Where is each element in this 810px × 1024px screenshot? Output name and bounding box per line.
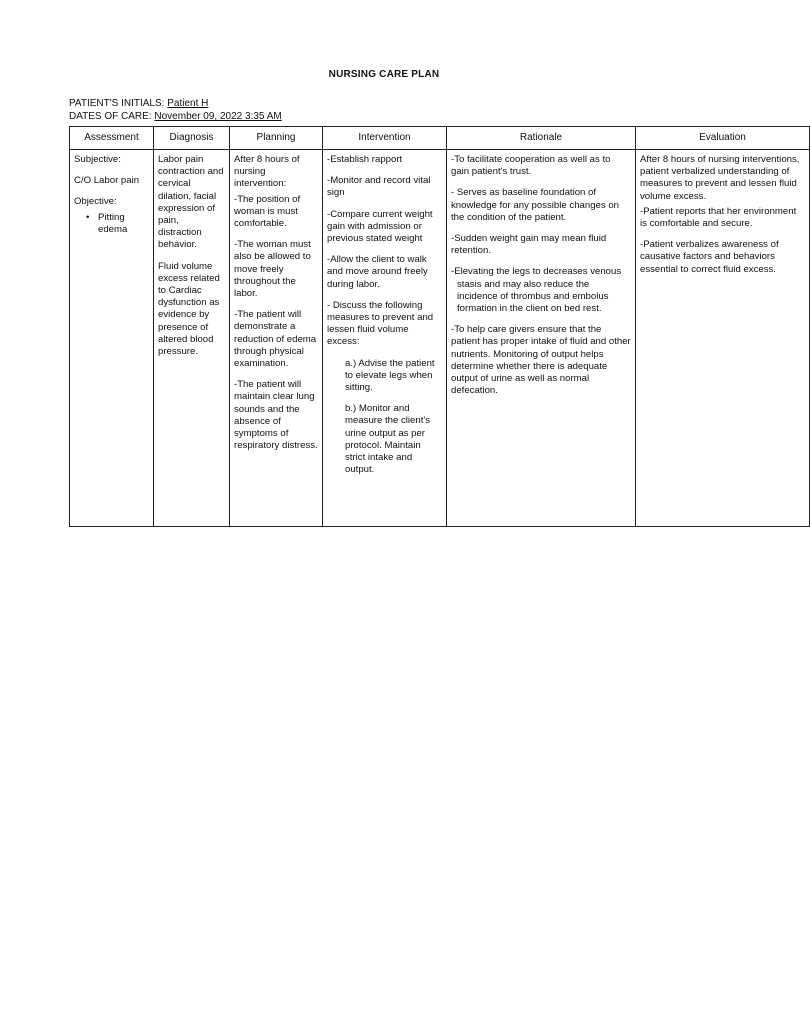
diagnosis-cell — [154, 150, 230, 527]
planning-text-2: -The position of woman is must comfortable. — [234, 193, 301, 230]
dates-of-care-line — [69, 111, 282, 122]
diagnosis-text-1: Labor pain contraction and cervical dilation, facial expression of pain, distraction behavior. — [158, 154, 224, 251]
subjective-label: Subjective: — [74, 154, 121, 165]
patient-initials-label: PATIENT'S INITIALS: — [69, 98, 165, 109]
planning-text-1: After 8 hours of nursing intervention: — [234, 154, 300, 190]
table-header-row — [70, 127, 810, 150]
subjective-text: C/O Labor pain — [74, 175, 140, 187]
header-diagnosis: Diagnosis — [154, 127, 230, 150]
header-planning: Planning — [230, 127, 323, 150]
intervention-cell — [323, 150, 447, 527]
header-rationale: Rationale — [447, 127, 636, 150]
header-evaluation: Evaluation — [636, 127, 810, 150]
evaluation-text-2: -Patient reports that her environment is comfortable and secure. — [640, 205, 797, 230]
intervention-text-3: -Compare current weight gain with admission or previous stated weight — [327, 208, 433, 245]
objective-label: Objective: — [74, 196, 117, 208]
page-title: NURSING CARE PLAN — [328, 69, 440, 80]
objective-item — [86, 212, 149, 236]
diagnosis-text-2: Fluid volume excess related to Cardiac dysfunction as evidence by presence of altered blood pressure. — [158, 260, 220, 358]
patient-initials-line — [69, 98, 208, 109]
planning-text-5: -The patient will maintain clear lung sounds and the absence of symptoms of respiratory distress. — [234, 379, 318, 452]
intervention-text-1: -Establish rapport — [327, 154, 403, 165]
rationale-text-1: -To facilitate cooperation as well as to gain patient's trust. — [451, 154, 611, 178]
evaluation-text-3: -Patient verbalizes awareness of causative factors and behaviors essential to correct fluid excess. — [640, 239, 779, 275]
dates-of-care-label: DATES OF CARE: — [69, 111, 152, 122]
assessment-cell — [70, 150, 154, 527]
planning-cell — [230, 150, 323, 527]
planning-text-4: -The patient will demonstrate a reduction of edema through physical examination. — [234, 309, 317, 370]
intervention-text-4: -Allow the client to walk and move around freely during labor. — [327, 254, 428, 290]
rationale-text-5: -To help care givers ensure that the patient has proper intake of fluid and other nutrients. Monitoring of output helps determine whether there is adequate output of urine as well as normal defecation. — [451, 324, 631, 397]
header-assessment: Assessment — [70, 127, 154, 150]
intervention-sub-b: b.) Monitor and measure the client's urine output as per protocol. Maintain strict intake and output. — [345, 403, 431, 476]
patient-initials-value: Patient H — [167, 98, 209, 109]
dates-of-care-value: November 09, 2022 3:35 AM — [154, 111, 282, 122]
objective-item-text: Pitting edema — [98, 211, 128, 235]
bullet-icon: • — [86, 211, 90, 223]
intervention-text-5: - Discuss the following measures to prevent and lessen fluid volume excess: — [327, 299, 434, 348]
table-row — [70, 150, 810, 527]
planning-text-3: -The woman must also be allowed to move freely throughout the labor. — [234, 239, 311, 300]
intervention-sub-a: a.) Advise the patient to elevate legs when sitting. — [345, 357, 435, 394]
rationale-text-4: -Elevating the legs to decreases venous stasis and may also reduce the incidence of thrombus and embolus formation in the client on bed rest. — [451, 266, 622, 315]
header-intervention: Intervention — [323, 127, 447, 150]
rationale-text-2: - Serves as baseline foundation of knowledge for any possible changes on the condition of the patient. — [451, 187, 620, 223]
evaluation-text-1: After 8 hours of nursing interventions, patient verbalized understanding of measures to prevent and lessen fluid volume excess. — [640, 154, 800, 202]
evaluation-cell — [636, 150, 810, 527]
rationale-cell — [447, 150, 636, 527]
care-plan-table — [69, 126, 810, 527]
intervention-text-2: -Monitor and record vital sign — [327, 175, 431, 199]
rationale-text-3: -Sudden weight gain may mean fluid retention. — [451, 233, 607, 257]
